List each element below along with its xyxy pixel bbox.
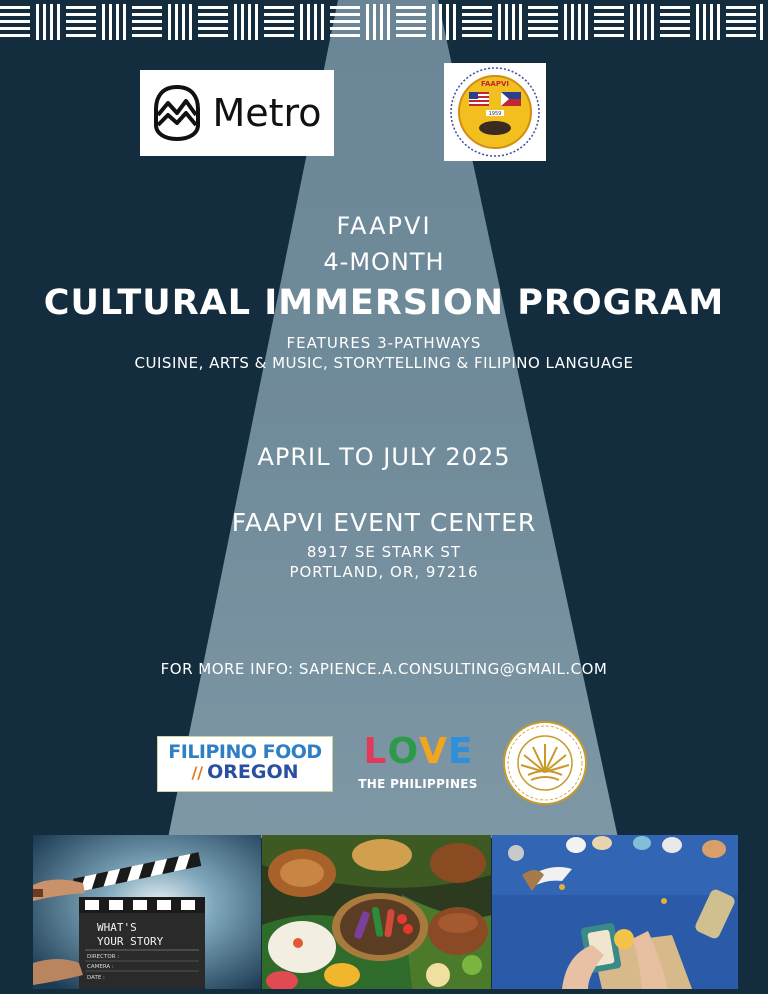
program-duration: 4-MONTH xyxy=(323,248,445,276)
love-letter-v: V xyxy=(419,731,447,772)
metro-mountain-icon xyxy=(152,85,202,141)
clapper-date: DATE : xyxy=(87,975,105,981)
faapvi-seal-text: FAAPVI xyxy=(481,80,509,88)
features-heading: FEATURES 3-PATHWAYS xyxy=(286,334,482,352)
crafts-photo xyxy=(492,835,738,989)
event-venue: FAAPVI EVENT CENTER xyxy=(231,508,537,537)
pathways-list: CUISINE, ARTS & MUSIC, STORYTELLING & FILIPINO LANGUAGE xyxy=(134,354,634,372)
love-letters xyxy=(350,733,486,771)
venue-city: PORTLAND, OR, 97216 xyxy=(289,563,479,581)
department-of-tourism-seal-icon xyxy=(500,720,590,806)
love-letter-l: L xyxy=(363,731,387,772)
bottom-bar xyxy=(0,989,768,994)
venue-street: 8917 SE STARK ST xyxy=(306,543,462,561)
clapper-line1: WHAT'S xyxy=(97,921,137,934)
love-philippines-logo xyxy=(350,733,486,793)
love-letter-o: O xyxy=(387,731,419,772)
ffo-line2-wrapper xyxy=(158,761,332,783)
clapper-line2: YOUR STORY xyxy=(97,935,164,948)
love-subtitle: THE PHILIPPINES xyxy=(358,777,478,791)
faapvi-seal-logo xyxy=(444,63,546,161)
contact-info: FOR MORE INFO: SAPIENCE.A.CONSULTING@GMAIL.COM xyxy=(160,660,608,678)
ffo-line1: FILIPINO FOOD xyxy=(168,741,322,763)
filipino-food-photo xyxy=(262,835,491,989)
top-stripe-pattern xyxy=(0,0,768,46)
clapperboard-photo xyxy=(33,835,261,989)
metro-logo-text: Metro xyxy=(212,91,322,135)
fork-spoon-icon: // xyxy=(191,763,204,782)
event-dates: APRIL TO JULY 2025 xyxy=(257,443,511,471)
clapper-director: DIRECTOR : xyxy=(87,954,120,960)
metro-logo xyxy=(140,70,334,156)
org-name: FAAPVI xyxy=(336,212,432,240)
clapper-camera: CAMERA : xyxy=(87,964,114,970)
ffo-line2: OREGON xyxy=(207,761,299,783)
faapvi-seal-year: 1959 xyxy=(488,111,502,117)
program-title: CULTURAL IMMERSION PROGRAM xyxy=(43,283,725,323)
faapvi-seal-icon xyxy=(449,66,541,158)
filipino-food-oregon-logo xyxy=(157,736,333,792)
love-letter-e: E xyxy=(447,731,473,772)
